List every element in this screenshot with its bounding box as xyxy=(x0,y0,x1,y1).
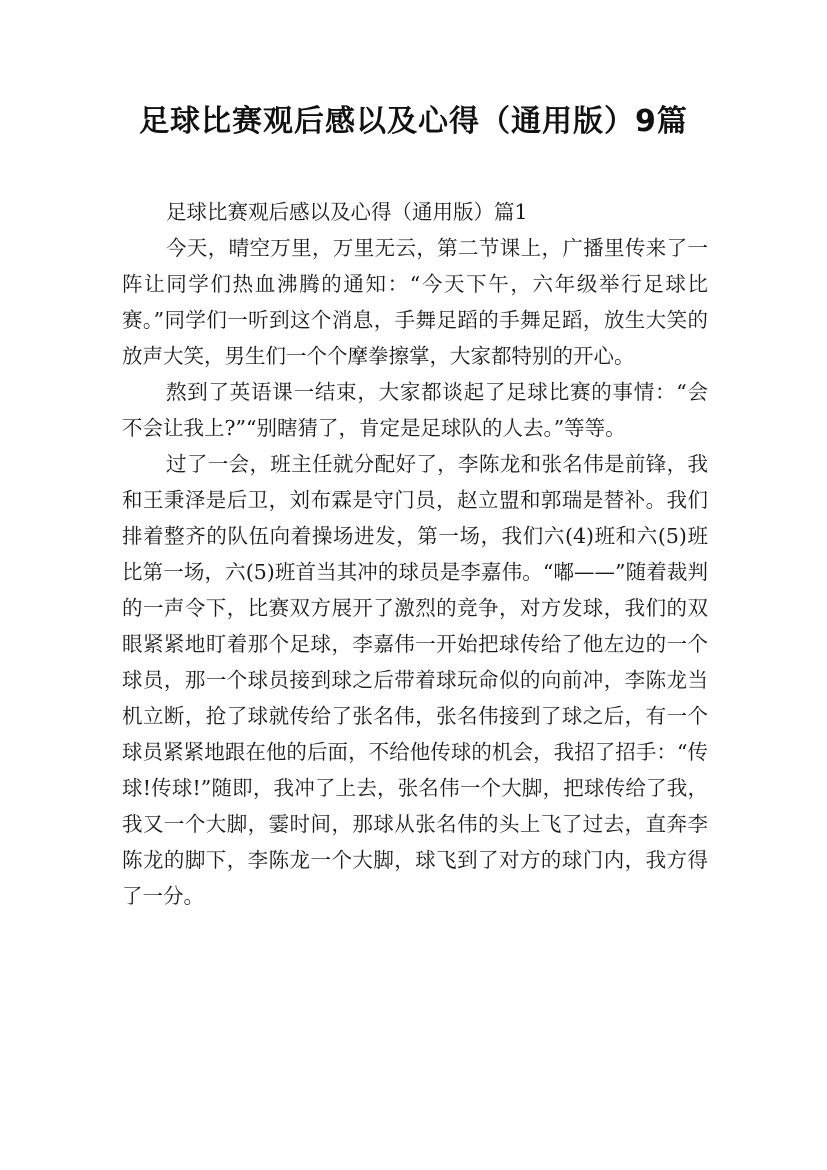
paragraph-3: 过了一会，班主任就分配好了，李陈龙和张名伟是前锋，我和王秉泽是后卫，刘布霖是守门员，赵立盟和郭瑞是替补。我们排着整齐的队伍向着操场进发，第一场，我们六(4)班和六(5)班比第一场，六(5)班首当其冲的球员是李嘉伟。“嘟——”随着裁判的一声令下，比赛双方展开了激烈的竞争，对方发球，我们的双眼紧紧地盯着那个足球，李嘉伟一开始把球传给了他左边的一个球员，那一个球员接到球之后带着球玩命似的向前冲，李陈龙当机立断，抢了球就传给了张名伟，张名伟接到了球之后，有一个球员紧紧地跟在他的后面，不给他传球的机会，我招了招手：“传球!传球!”随即，我冲了上去，张名伟一个大脚，把球传给了我，我又一个大脚，霎时间，那球从张名伟的头上飞了过去，直奔李陈龙的脚下，李陈龙一个大脚，球飞到了对方的球门内，我方得了一分。 xyxy=(122,452,708,908)
document-body xyxy=(122,194,708,914)
paragraph-2: 熬到了英语课一结束，大家都谈起了足球比赛的事情：“会不会让我上?”“别瞎猜了，肯定是足球队的人去。”等等。 xyxy=(122,380,708,440)
document-title: 足球比赛观后感以及心得（通用版）9篇 xyxy=(139,104,688,139)
paragraph-1: 今天，晴空万里，万里无云，第二节课上，广播里传来了一阵让同学们热血沸腾的通知：“今天下午，六年级举行足球比赛。”同学们一听到这个消息，手舞足蹈的手舞足蹈，放生大笑的放声大笑，男生们一个个摩拳擦掌，大家都特别的开心。 xyxy=(122,236,708,368)
section-heading: 足球比赛观后感以及心得（通用版）篇1 xyxy=(166,200,528,224)
